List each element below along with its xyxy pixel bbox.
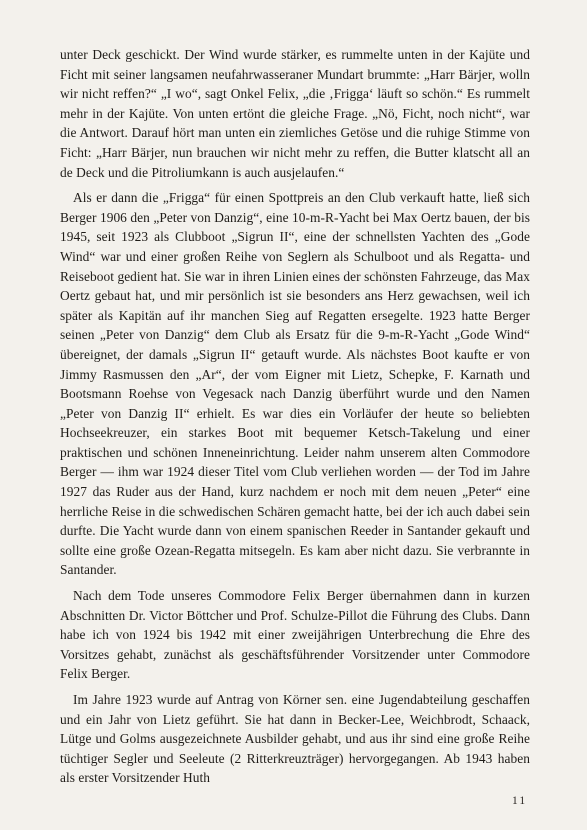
paragraph-4: Im Jahre 1923 wurde auf Antrag von Körner sen. eine Jugendabteilung geschaffen und ein Jahr von Lietz geführt. Sie hat dann in Becker-Lee, Weichbrodt, Schaack, Lütge und Golms ausgezeichnete Ausbilder gehabt, und aus ihr sind eine große Reihe tüchtiger Segler und Seeleute (2 Ritterkreuzträger) hervorgegangen. Ab 1943 haben als erster Vorsitzender Huth (60, 692, 530, 786)
paragraph-1: unter Deck geschickt. Der Wind wurde stärker, es rummelte unten in der Kajüte und Ficht mit seiner langsamen neufahrwasseraner Mundart brummte: „Harr Bärjer, wolln wir nicht reffen?“ „I wo“, sagt Onkel Felix, „die ‚Frigga‘ läuft so schön.“ Es rummelt mehr in der Kajüte. Von unten ertönt die gleiche Frage. „Nö, Ficht, noch nicht“, war die Antwort. Darauf hört man unten ein ziemliches Getöse und die ruhige Stimme von Ficht: „Harr Bärjer, nun brauchen wir nicht mehr zu reffen, die Butter klatscht all an de Deck und die Pitroliumkann is auch ausjelaufen.“ (60, 47, 530, 180)
book-page (60, 45, 530, 794)
paragraph-2: Als er dann die „Frigga“ für einen Spottpreis an den Club verkauft hatte, ließ sich Berger 1906 den „Peter von Danzig“, eine 10-m-R-Yacht bei Max Oertz bauen, der bis 1945, seit 1923 als Clubboot „Sigrun II“, eine der schnellsten Yachten des „Gode Wind“ war und einer großen Reihe von Seglern als Schulboot und als Regatta- und Reiseboot gedient hat. Sie war in ihren Linien eines der schönsten Fahrzeuge, das Max Oertz gebaut hat, und mir persönlich ist sie besonders ans Herz gewachsen, weil ich später als Kapitän auf ihr manchen Sieg auf Regatten ersegelte. 1923 hatte Berger seinen „Peter von Danzig“ dem Club als Ersatz für die 9-m-R-Yacht „Gode Wind“ übereignet, der damals „Sigrun II“ getauft wurde. Als nächstes Boot kaufte er von Jimmy Rasmussen den „Ar“, der vom Eigner mit Lietz, Schepke, F. Karnath und Bootsmann Roehse von Vegesack nach Danzig überführt wurde und den Namen „Peter von Danzig II“ erhielt. Es war dies ein Vorläufer der heute so beliebten Hochseekreuzer, ein starkes Boot mit bequemer Ketsch-Takelung und einer praktischen und schönen Inneneinrichtung. Leider nahm unserem alten Commodore Berger — ihm war 1924 dieser Titel vom Club verliehen worden — der Tod im Jahre 1927 das Ruder aus der Hand, kurz nachdem er noch mit dem neuen „Peter“ eine herrliche Reise in die schwedischen Schären gemacht hatte, bei der ich auch dabei sein durfte. Die Yacht wurde dann von einem spanischen Reeder in Santander gekauft und sollte eine große Ozean-Regatta mitsegeln. Es kam aber nicht dazu. Sie verbrannte in Santander. (60, 190, 530, 578)
paragraph-3: Nach dem Tode unseres Commodore Felix Berger übernahmen dann in kurzen Abschnitten Dr. Victor Böttcher und Prof. Schulze-Pillot die Führung des Clubs. Dann habe ich von 1924 bis 1942 mit einer zweijährigen Unterbrechung die Ehre des Vorsitzes gehabt, zunächst als geschäftsführender Vorsitzender unter Commodore Felix Berger. (60, 588, 530, 682)
page-number: 11 (512, 795, 528, 807)
